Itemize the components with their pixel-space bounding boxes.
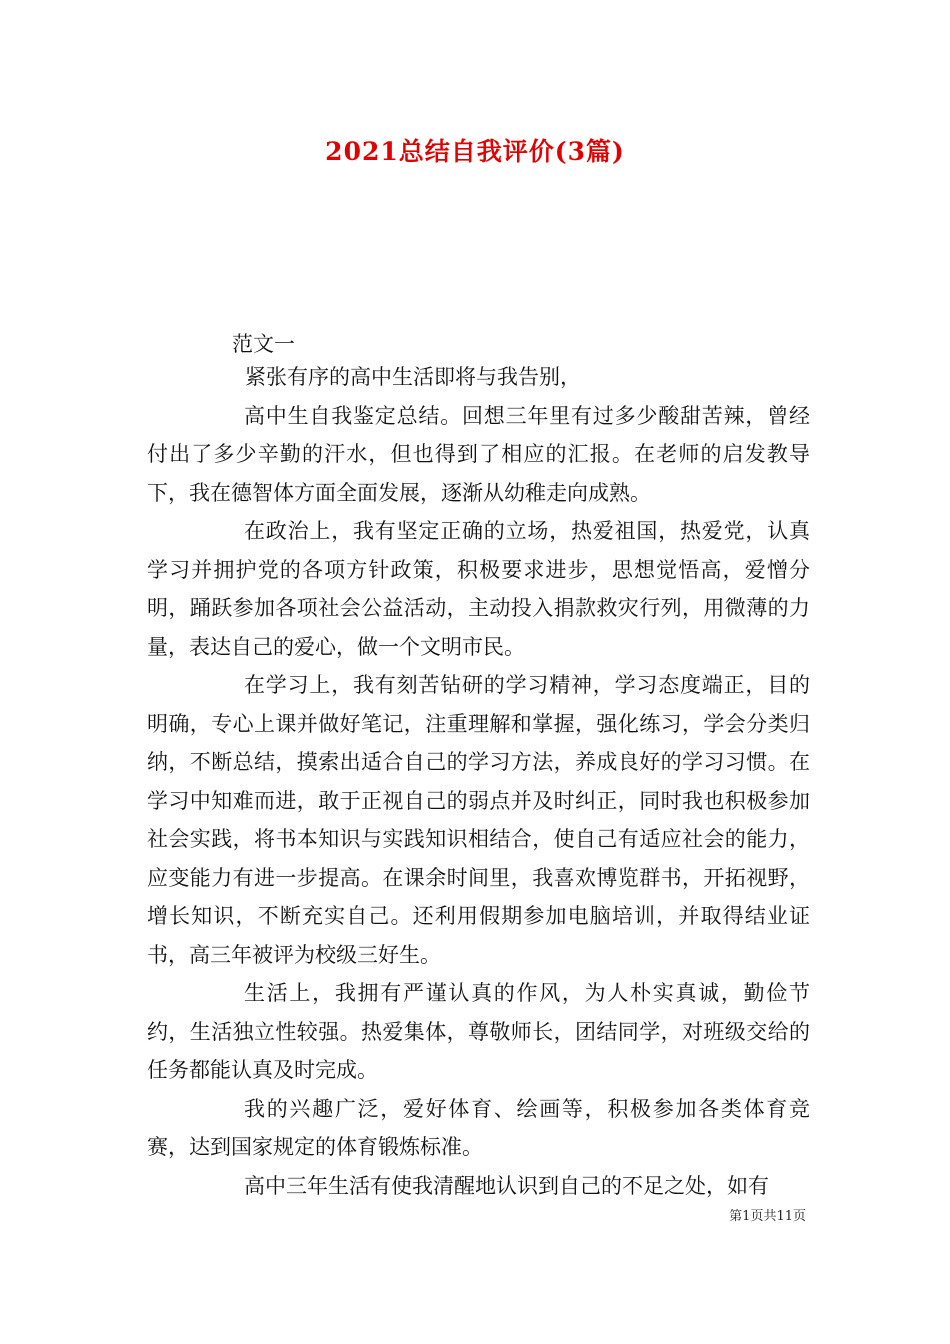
paragraph: 高中三年生活有使我清醒地认识到自己的不足之处，如有 — [244, 1173, 769, 1198]
paragraph: 在学习上，我有刻苦钻研的学习精神，学习态度端正，目的明确，专心上课并做好笔记，注重理解和掌握，强化练习，学会分类归纳，不断总结，摸索出适合自己的学习方法，养成良好的学习习惯。在学习中知难而进，敢于正视自己的弱点并及时纠正，同时我也积极参加社会实践，将书本知识与实践知识相结合，使自己有适应社会的能力，应变能力有进一步提高。在课余时间里，我喜欢博览群书，开拓视野，增长知识，不断充实自己。还利用假期参加电脑培训，并取得结业证书，高三年被评为校级三好生。 — [147, 673, 810, 967]
section-label: 范文一 — [232, 332, 295, 356]
document-title: 2021总结自我评价(3篇) — [325, 137, 625, 166]
page-number-footer: 第1页共11页 — [729, 1209, 806, 1224]
paragraph: 生活上，我拥有严谨认真的作风，为人朴实真诚，勤俭节约，生活独立性较强。热爱集体，尊敬师长，团结同学，对班级交给的任务都能认真及时完成。 — [147, 981, 810, 1082]
paragraph: 紧张有序的高中生活即将与我告别， — [245, 365, 581, 389]
paragraph: 在政治上，我有坚定正确的立场，热爱祖国，热爱党，认真学习并拥护党的各项方针政策，积极要求进步，思想觉悟高，爱憎分明，踊跃参加各项社会公益活动，主动投入捐款救灾行列，用微薄的力量，表达自己的爱心，做一个文明市民。 — [147, 519, 810, 659]
paragraph: 我的兴趣广泛，爱好体育、绘画等，积极参加各类体育竞赛，达到国家规定的体育锻炼标准。 — [147, 1096, 810, 1159]
document-body — [147, 358, 810, 1205]
paragraph: 高中生自我鉴定总结。回想三年里有过多少酸甜苦辣，曾经付出了多少辛勤的汗水，但也得到了相应的汇报。在老师的启发教导下，我在德智体方面全面发展，逐渐从幼稚走向成熟。 — [147, 403, 810, 505]
